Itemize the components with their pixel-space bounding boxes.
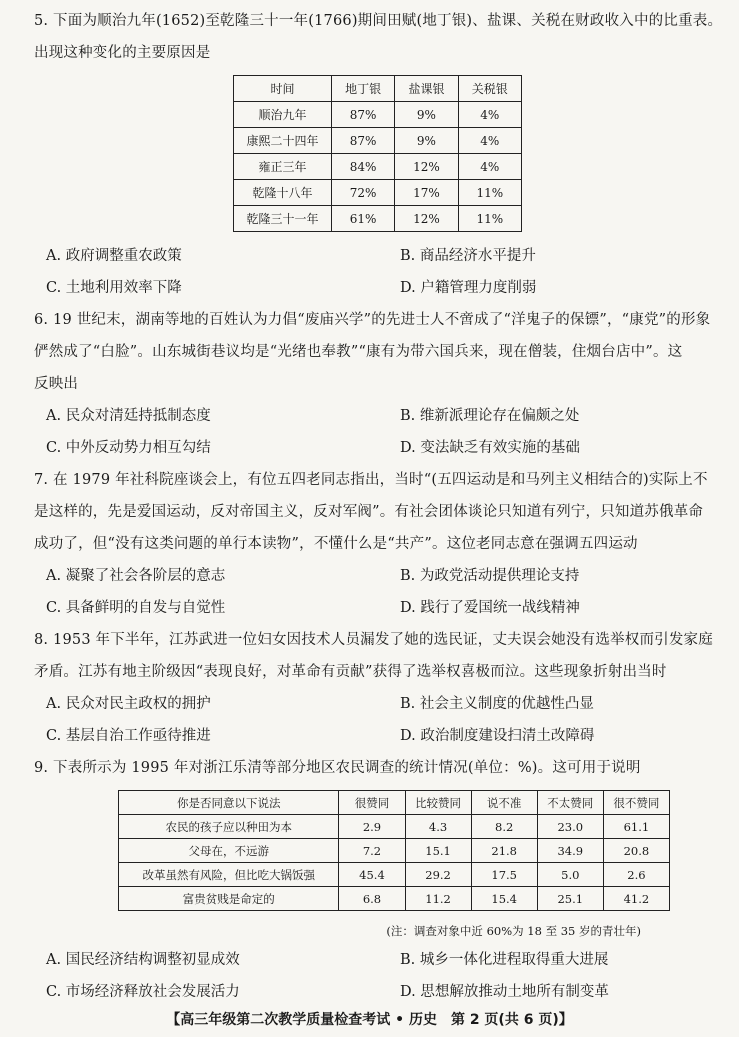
- table-cell: 23.0: [537, 815, 603, 839]
- table-header-row: [119, 791, 670, 815]
- q7-option-d[interactable]: D. 践行了爱国统一战线精神: [400, 600, 580, 616]
- q7-stem-line2: 是这样的，先是爱国运动，反对帝国主义，反对军阀”。有社会团体谈论只知道有列宁，只知道苏俄革命: [34, 504, 704, 520]
- table-cell: 4%: [458, 102, 521, 128]
- table-row: [234, 102, 522, 128]
- table-cell: 11%: [458, 180, 521, 206]
- q5-fiscal-table: [233, 75, 522, 232]
- q9-survey-table: [118, 790, 670, 911]
- table-header-row: [234, 76, 522, 102]
- table-row: [119, 887, 670, 911]
- table-cell: 61%: [331, 206, 394, 232]
- table-row: [234, 206, 522, 232]
- q9-option-d[interactable]: D. 思想解放推动土地所有制变革: [400, 984, 609, 1000]
- q6-option-a[interactable]: A. 民众对清廷持抵制态度: [46, 408, 211, 424]
- table-header-cell: 说不准: [471, 791, 537, 815]
- table-cell: 5.0: [537, 863, 603, 887]
- q7-stem-line3: 成功了，但“没有这类问题的单行本读物”，不懂什么是“共产”。这位老同志意在强调五四运动: [34, 536, 638, 552]
- table-header-cell: 时间: [234, 76, 332, 102]
- table-cell: 20.8: [603, 839, 669, 863]
- table-cell: 25.1: [537, 887, 603, 911]
- table-cell: 2.6: [603, 863, 669, 887]
- table-row: [119, 863, 670, 887]
- table-cell: 41.2: [603, 887, 669, 911]
- table-cell: 15.1: [405, 839, 471, 863]
- q7-option-a[interactable]: A. 凝聚了社会各阶层的意志: [46, 568, 226, 584]
- table-header-cell: 盐课银: [395, 76, 458, 102]
- q9-stem-line1: 9. 下表所示为 1995 年对浙江乐清等部分地区农民调查的统计情况(单位：%)。这可用于说明: [34, 760, 641, 776]
- table-cell: 15.4: [471, 887, 537, 911]
- q7-option-b[interactable]: B. 为政党活动提供理论支持: [400, 568, 580, 584]
- table-cell: 11.2: [405, 887, 471, 911]
- q6-stem-line1: 6. 19 世纪末，湖南等地的百姓认为力倡“废庙兴学”的先进士人不啻成了“洋鬼子的保镖”，“康党”的形象: [34, 312, 711, 328]
- table-cell: 乾隆十八年: [234, 180, 332, 206]
- table-row: [234, 128, 522, 154]
- q9-option-c[interactable]: C. 市场经济释放社会发展活力: [46, 984, 240, 1000]
- q8-option-a[interactable]: A. 民众对民主政权的拥护: [46, 696, 211, 712]
- q5-option-b[interactable]: B. 商品经济水平提升: [400, 248, 536, 264]
- table-header-cell: 很不赞同: [603, 791, 669, 815]
- q9-option-a[interactable]: A. 国民经济结构调整初显成效: [46, 952, 240, 968]
- table-cell: 8.2: [471, 815, 537, 839]
- table-cell: 29.2: [405, 863, 471, 887]
- page-footer: 【高三年级第二次教学质量检查考试 • 历史 第 2 页(共 6 页)】: [166, 1012, 573, 1028]
- q5-option-a[interactable]: A. 政府调整重农政策: [46, 248, 182, 264]
- table-cell: 4.3: [405, 815, 471, 839]
- q8-option-c[interactable]: C. 基层自治工作亟待推进: [46, 728, 211, 744]
- table-cell: 农民的孩子应以种田为本: [119, 815, 339, 839]
- table-cell: 7.2: [339, 839, 405, 863]
- table-cell: 84%: [331, 154, 394, 180]
- table-cell: 87%: [331, 102, 394, 128]
- table-cell: 父母在，不远游: [119, 839, 339, 863]
- q8-option-d[interactable]: D. 政治制度建设扫清土改障碍: [400, 728, 595, 744]
- q8-stem-line1: 8. 1953 年下半年，江苏武进一位妇女因技术人员漏发了她的选民证，丈夫误会她没有选举权而引发家庭: [34, 632, 713, 648]
- table-header-cell: 关税银: [458, 76, 521, 102]
- table-cell: 17%: [395, 180, 458, 206]
- table-cell: 乾隆三十一年: [234, 206, 332, 232]
- table-cell: 12%: [395, 154, 458, 180]
- q6-stem-line2: 俨然成了“白脸”。山东城街巷议均是“光绪也奉教”“康有为带六国兵来，现在僧装，住烟台店中”。这: [34, 344, 683, 360]
- table-cell: 12%: [395, 206, 458, 232]
- table-row: [234, 180, 522, 206]
- q9-option-b[interactable]: B. 城乡一体化进程取得重大进展: [400, 952, 609, 968]
- table-cell: 61.1: [603, 815, 669, 839]
- table-header-cell: 地丁银: [331, 76, 394, 102]
- table-cell: 4%: [458, 154, 521, 180]
- table-header-cell: 很赞同: [339, 791, 405, 815]
- table-cell: 11%: [458, 206, 521, 232]
- table-cell: 87%: [331, 128, 394, 154]
- table-cell: 9%: [395, 128, 458, 154]
- table-header-cell: 你是否同意以下说法: [119, 791, 339, 815]
- table-cell: 改革虽然有风险，但比吃大锅饭强: [119, 863, 339, 887]
- table-header-cell: 不太赞同: [537, 791, 603, 815]
- q6-option-b[interactable]: B. 维新派理论存在偏颇之处: [400, 408, 580, 424]
- table-row: [119, 839, 670, 863]
- q5-option-d[interactable]: D. 户籍管理力度削弱: [400, 280, 537, 296]
- q8-option-b[interactable]: B. 社会主义制度的优越性凸显: [400, 696, 594, 712]
- table-cell: 45.4: [339, 863, 405, 887]
- table-row: [119, 815, 670, 839]
- table-cell: 雍正三年: [234, 154, 332, 180]
- q7-option-c[interactable]: C. 具备鲜明的自发与自觉性: [46, 600, 226, 616]
- q8-stem-line2: 矛盾。江苏有地主阶级因“表现良好，对革命有贡献”获得了选举权喜极而泣。这些现象折射出当时: [34, 664, 667, 680]
- table-cell: 9%: [395, 102, 458, 128]
- table-cell: 34.9: [537, 839, 603, 863]
- table-cell: 富贵贫贱是命定的: [119, 887, 339, 911]
- q6-option-d[interactable]: D. 变法缺乏有效实施的基础: [400, 440, 580, 456]
- table-cell: 2.9: [339, 815, 405, 839]
- table-row: [234, 154, 522, 180]
- table-cell: 17.5: [471, 863, 537, 887]
- table-cell: 6.8: [339, 887, 405, 911]
- table-cell: 顺治九年: [234, 102, 332, 128]
- q5-option-c[interactable]: C. 土地利用效率下降: [46, 280, 182, 296]
- q7-stem-line1: 7. 在 1979 年社科院座谈会上，有位五四老同志指出，当时“(五四运动是和马列主义相结合的)实际上不: [34, 472, 708, 488]
- table-cell: 康熙二十四年: [234, 128, 332, 154]
- table-cell: 4%: [458, 128, 521, 154]
- table-header-cell: 比较赞同: [405, 791, 471, 815]
- q5-stem-line1: 5. 下面为顺治九年(1652)至乾隆三十一年(1766)期间田赋(地丁银)、盐课、关税在财政收入中的比重表。: [34, 13, 723, 29]
- table-cell: 21.8: [471, 839, 537, 863]
- q5-stem-line2: 出现这种变化的主要原因是: [34, 45, 211, 61]
- q6-option-c[interactable]: C. 中外反动势力相互勾结: [46, 440, 211, 456]
- q6-stem-line3: 反映出: [34, 376, 79, 392]
- q9-table-note: (注：调查对象中近 60%为 18 至 35 岁的青壮年): [386, 924, 641, 938]
- table-cell: 72%: [331, 180, 394, 206]
